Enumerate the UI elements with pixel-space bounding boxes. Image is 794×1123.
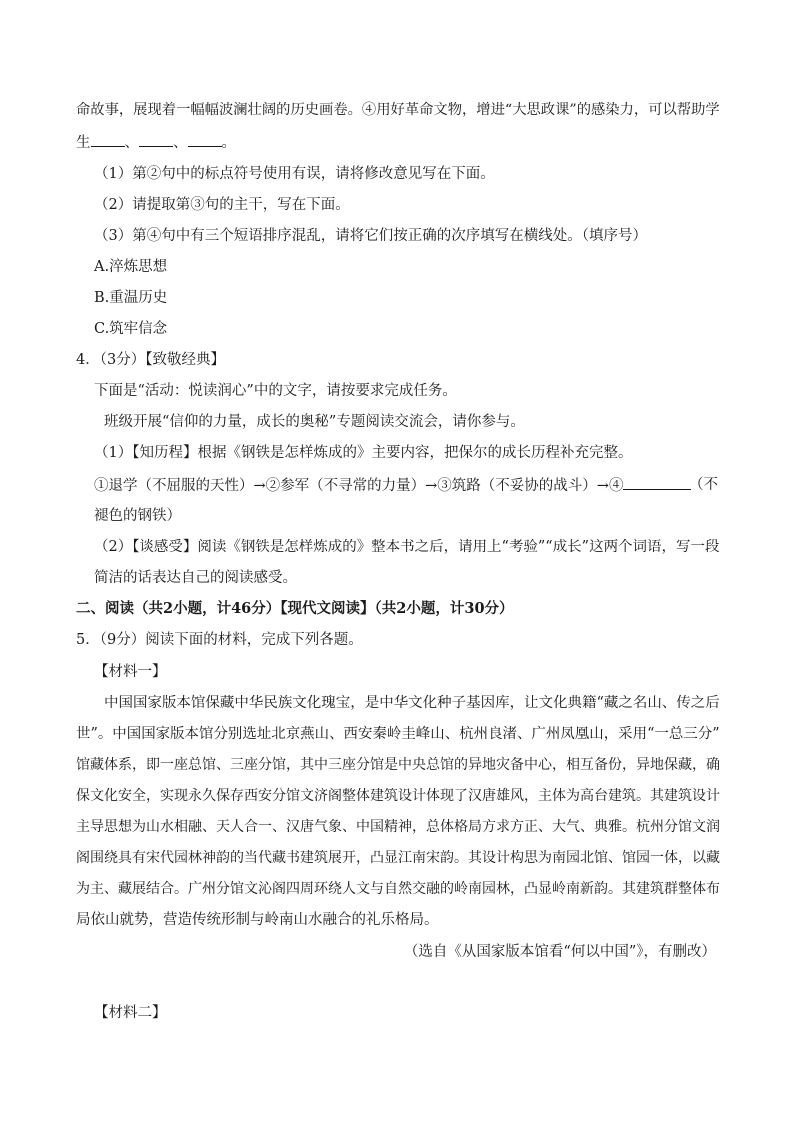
q4-task-2-line-1: （2）【谈感受】阅读《钢铁是怎样炼成的》整本书之后，请用上“考验”“成长”这两个词语，写一段 bbox=[94, 539, 720, 555]
answer-blank-1[interactable] bbox=[91, 132, 125, 147]
material-1-line-4: 保文化安全，实现永久保存西安分馆文济阁整体建筑设计体现了汉唐雄风，主体为高台建筑。其建筑设计 bbox=[76, 788, 720, 804]
answer-blank-2[interactable] bbox=[139, 132, 173, 147]
material-1-line-7: 为主、藏展结合。广州分馆文沁阁四周环绕人文与自然交融的岭南园林，凸显岭南新韵。其建筑群整体布 bbox=[76, 881, 720, 897]
timeline-text: ①退学（不屈服的天性）→②参军（不寻常的力量）→③筑路（不妥协的战斗）→④ bbox=[94, 478, 624, 494]
q3-text-line-1: 命故事，展现着一幅幅波澜壮阔的历史画卷。④用好革命文物，增进“大思政课”的感染力，可以帮助学 bbox=[76, 102, 720, 118]
q3-subquestion-3: （3）第④句中有三个短语排序混乱，请将它们按正确的次序填写在横线处。（填序号） bbox=[94, 228, 647, 244]
timeline-trailing: （不 bbox=[689, 477, 718, 493]
q4-intro-2: 班级开展“信仰的力量，成长的奥秘”专题阅读交流会，请你参与。 bbox=[104, 414, 525, 430]
section-2-title: 二、阅读（共2小题，计46分）【现代文阅读】（共2小题，计30分） bbox=[76, 600, 514, 617]
answer-blank-3[interactable] bbox=[188, 132, 222, 147]
material-1-line-8: 局依山就势，营造传统形制与岭南山水融合的礼乐格局。 bbox=[76, 912, 439, 928]
q5-header: 5．（9分）阅读下面的材料，完成下列各题。 bbox=[76, 632, 363, 648]
q3-option-c: C.筑牢信念 bbox=[94, 321, 168, 337]
separator-1: 、 bbox=[124, 135, 139, 151]
material-1-source: （选自《从国家版本馆看“何以中国”》，有删改） bbox=[403, 944, 716, 960]
q3-answer-prefix: 生 bbox=[76, 135, 91, 151]
q3-answer-end: 。 bbox=[221, 135, 236, 151]
q3-subquestion-1: （1）第②句中的标点符号使用有误，请将修改意见写在下面。 bbox=[94, 166, 495, 182]
material-1-line-2: 世”。中国国家版本馆分别选址北京燕山、西安秦岭圭峰山、杭州良渚、广州凤凰山，采用“一总三分” bbox=[76, 726, 720, 742]
q4-task-1-timeline-end: 褪色的钢铁） bbox=[94, 508, 181, 524]
q4-intro: 下面是“活动：悦读润心”中的文字，请按要求完成任务。 bbox=[94, 383, 457, 399]
q3-option-a: A.淬炼思想 bbox=[94, 259, 168, 275]
material-1-line-6: 阁围绕具有宋代园林神韵的当代藏书建筑展开，凸显江南宋韵。其设计构思为南园北馆、馆园一体，以藏 bbox=[76, 850, 720, 866]
q3-subquestion-2: （2）请提取第③句的主干，写在下面。 bbox=[94, 197, 350, 213]
q4-task-2-line-2: 简洁的话表达自己的阅读感受。 bbox=[94, 570, 297, 586]
q4-task-1-timeline bbox=[94, 475, 718, 496]
timeline-answer-blank[interactable] bbox=[623, 475, 691, 490]
material-1-line-1: 中国国家版本馆保藏中华民族文化瑰宝，是中华文化种子基因库，让文化典籍“藏之名山、传之后 bbox=[104, 695, 720, 711]
material-1-line-5: 主导思想为山水相融、天人合一、汉唐气象、中国精神，总体格局方求方正、大气、典雅。杭州分馆文润 bbox=[76, 819, 720, 835]
q3-option-b: B.重温历史 bbox=[94, 290, 168, 306]
q4-header: 4．（3分）【致敬经典】 bbox=[76, 352, 225, 368]
material-1-title: 【材料一】 bbox=[94, 664, 167, 680]
separator-2: 、 bbox=[173, 135, 188, 151]
q4-task-1: （1）【知历程】根据《钢铁是怎样炼成的》主要内容，把保尔的成长历程补充完整。 bbox=[94, 445, 633, 461]
material-1-line-3: 馆藏体系，即一座总馆、三座分馆，其中三座分馆是中央总馆的异地灾备中心，相互备份，异地保藏，确 bbox=[76, 757, 720, 773]
material-2-title: 【材料二】 bbox=[94, 1005, 167, 1021]
q3-answer-line bbox=[76, 132, 236, 153]
